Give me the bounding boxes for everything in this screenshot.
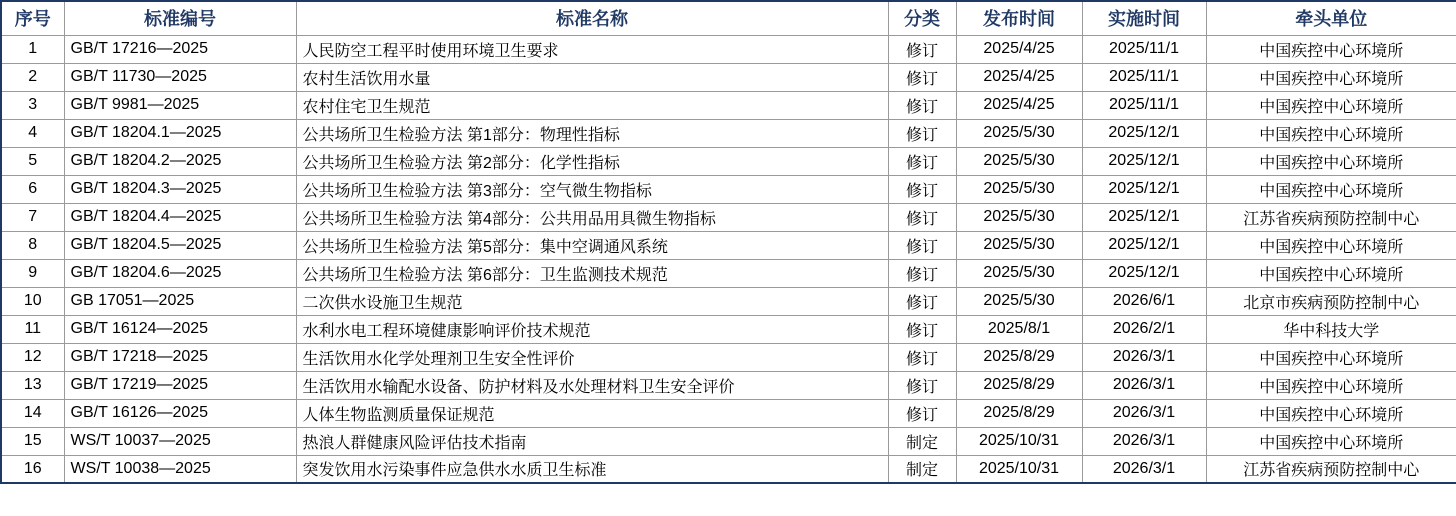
cell-name: 生活饮用水输配水设备、防护材料及水处理材料卫生安全评价 <box>296 371 888 399</box>
cell-effective: 2025/12/1 <box>1082 203 1206 231</box>
cell-name: 人民防空工程平时使用环境卫生要求 <box>296 35 888 63</box>
cell-unit: 中国疾控中心环境所 <box>1206 91 1456 119</box>
table-row <box>1 427 1456 455</box>
cell-effective: 2025/12/1 <box>1082 147 1206 175</box>
cell-published: 2025/5/30 <box>956 175 1082 203</box>
cell-name: 公共场所卫生检验方法 第1部分：物理性指标 <box>296 119 888 147</box>
cell-category: 修订 <box>888 343 956 371</box>
cell-name: 水利水电工程环境健康影响评价技术规范 <box>296 315 888 343</box>
table-row <box>1 203 1456 231</box>
cell-effective: 2026/3/1 <box>1082 371 1206 399</box>
cell-unit: 中国疾控中心环境所 <box>1206 371 1456 399</box>
cell-published: 2025/10/31 <box>956 455 1082 483</box>
cell-name: 农村住宅卫生规范 <box>296 91 888 119</box>
cell-unit: 北京市疾病预防控制中心 <box>1206 287 1456 315</box>
cell-unit: 中国疾控中心环境所 <box>1206 35 1456 63</box>
cell-category: 修订 <box>888 91 956 119</box>
cell-code: GB/T 18204.2—2025 <box>64 147 296 175</box>
table-row <box>1 287 1456 315</box>
cell-effective: 2025/11/1 <box>1082 63 1206 91</box>
cell-seq: 15 <box>1 427 64 455</box>
cell-seq: 16 <box>1 455 64 483</box>
cell-code: GB/T 11730—2025 <box>64 63 296 91</box>
table-row <box>1 119 1456 147</box>
cell-published: 2025/10/31 <box>956 427 1082 455</box>
table-row <box>1 35 1456 63</box>
table-row <box>1 175 1456 203</box>
cell-category: 制定 <box>888 427 956 455</box>
column-header-unit: 牵头单位 <box>1206 1 1456 35</box>
table-row <box>1 91 1456 119</box>
cell-category: 修订 <box>888 399 956 427</box>
cell-seq: 10 <box>1 287 64 315</box>
cell-category: 修订 <box>888 259 956 287</box>
table-row <box>1 343 1456 371</box>
cell-published: 2025/5/30 <box>956 287 1082 315</box>
cell-published: 2025/4/25 <box>956 35 1082 63</box>
cell-name: 生活饮用水化学处理剂卫生安全性评价 <box>296 343 888 371</box>
cell-effective: 2025/12/1 <box>1082 231 1206 259</box>
cell-name: 公共场所卫生检验方法 第6部分：卫生监测技术规范 <box>296 259 888 287</box>
column-header-category: 分类 <box>888 1 956 35</box>
cell-code: GB/T 9981—2025 <box>64 91 296 119</box>
cell-effective: 2025/12/1 <box>1082 119 1206 147</box>
cell-seq: 9 <box>1 259 64 287</box>
cell-category: 修订 <box>888 119 956 147</box>
cell-published: 2025/8/1 <box>956 315 1082 343</box>
cell-code: WS/T 10038—2025 <box>64 455 296 483</box>
table-row <box>1 315 1456 343</box>
cell-effective: 2025/11/1 <box>1082 91 1206 119</box>
cell-category: 修订 <box>888 371 956 399</box>
cell-category: 修订 <box>888 287 956 315</box>
cell-effective: 2026/3/1 <box>1082 427 1206 455</box>
cell-unit: 中国疾控中心环境所 <box>1206 63 1456 91</box>
cell-effective: 2025/12/1 <box>1082 175 1206 203</box>
cell-name: 公共场所卫生检验方法 第4部分：公共用品用具微生物指标 <box>296 203 888 231</box>
column-header-published: 发布时间 <box>956 1 1082 35</box>
cell-effective: 2026/2/1 <box>1082 315 1206 343</box>
table-row <box>1 63 1456 91</box>
cell-code: GB/T 16126—2025 <box>64 399 296 427</box>
cell-name: 公共场所卫生检验方法 第5部分：集中空调通风系统 <box>296 231 888 259</box>
cell-code: GB/T 17219—2025 <box>64 371 296 399</box>
cell-published: 2025/5/30 <box>956 231 1082 259</box>
cell-name: 二次供水设施卫生规范 <box>296 287 888 315</box>
cell-published: 2025/4/25 <box>956 91 1082 119</box>
column-header-seq: 序号 <box>1 1 64 35</box>
cell-code: GB/T 17218—2025 <box>64 343 296 371</box>
cell-unit: 华中科技大学 <box>1206 315 1456 343</box>
table-body <box>1 35 1456 483</box>
cell-effective: 2026/3/1 <box>1082 343 1206 371</box>
cell-effective: 2026/3/1 <box>1082 455 1206 483</box>
cell-code: GB/T 17216—2025 <box>64 35 296 63</box>
cell-seq: 4 <box>1 119 64 147</box>
cell-code: GB/T 18204.5—2025 <box>64 231 296 259</box>
cell-unit: 中国疾控中心环境所 <box>1206 119 1456 147</box>
cell-unit: 中国疾控中心环境所 <box>1206 399 1456 427</box>
cell-effective: 2025/12/1 <box>1082 259 1206 287</box>
cell-name: 农村生活饮用水量 <box>296 63 888 91</box>
cell-unit: 中国疾控中心环境所 <box>1206 175 1456 203</box>
table-row <box>1 231 1456 259</box>
cell-published: 2025/5/30 <box>956 203 1082 231</box>
cell-code: GB/T 18204.4—2025 <box>64 203 296 231</box>
cell-published: 2025/5/30 <box>956 147 1082 175</box>
cell-published: 2025/8/29 <box>956 343 1082 371</box>
column-header-code: 标准编号 <box>64 1 296 35</box>
cell-effective: 2025/11/1 <box>1082 35 1206 63</box>
cell-category: 修订 <box>888 203 956 231</box>
cell-name: 公共场所卫生检验方法 第2部分：化学性指标 <box>296 147 888 175</box>
cell-category: 修订 <box>888 175 956 203</box>
cell-code: GB/T 18204.1—2025 <box>64 119 296 147</box>
table-row <box>1 455 1456 483</box>
cell-code: GB/T 18204.6—2025 <box>64 259 296 287</box>
table-row <box>1 371 1456 399</box>
cell-seq: 8 <box>1 231 64 259</box>
cell-unit: 中国疾控中心环境所 <box>1206 231 1456 259</box>
column-header-effective: 实施时间 <box>1082 1 1206 35</box>
cell-unit: 江苏省疾病预防控制中心 <box>1206 455 1456 483</box>
cell-seq: 3 <box>1 91 64 119</box>
cell-name: 人体生物监测质量保证规范 <box>296 399 888 427</box>
cell-name: 突发饮用水污染事件应急供水水质卫生标准 <box>296 455 888 483</box>
cell-category: 修订 <box>888 63 956 91</box>
table-row <box>1 147 1456 175</box>
cell-published: 2025/5/30 <box>956 259 1082 287</box>
cell-seq: 12 <box>1 343 64 371</box>
cell-code: GB/T 16124—2025 <box>64 315 296 343</box>
cell-code: GB/T 18204.3—2025 <box>64 175 296 203</box>
cell-published: 2025/5/30 <box>956 119 1082 147</box>
cell-unit: 中国疾控中心环境所 <box>1206 259 1456 287</box>
cell-seq: 14 <box>1 399 64 427</box>
cell-published: 2025/4/25 <box>956 63 1082 91</box>
cell-effective: 2026/3/1 <box>1082 399 1206 427</box>
cell-category: 修订 <box>888 231 956 259</box>
cell-seq: 1 <box>1 35 64 63</box>
cell-seq: 5 <box>1 147 64 175</box>
cell-code: WS/T 10037—2025 <box>64 427 296 455</box>
cell-category: 制定 <box>888 455 956 483</box>
cell-seq: 13 <box>1 371 64 399</box>
cell-unit: 中国疾控中心环境所 <box>1206 147 1456 175</box>
cell-seq: 2 <box>1 63 64 91</box>
table-row <box>1 259 1456 287</box>
cell-unit: 江苏省疾病预防控制中心 <box>1206 203 1456 231</box>
table-row <box>1 399 1456 427</box>
cell-published: 2025/8/29 <box>956 371 1082 399</box>
cell-unit: 中国疾控中心环境所 <box>1206 427 1456 455</box>
table-header <box>1 1 1456 35</box>
cell-effective: 2026/6/1 <box>1082 287 1206 315</box>
cell-seq: 11 <box>1 315 64 343</box>
cell-seq: 6 <box>1 175 64 203</box>
cell-category: 修订 <box>888 315 956 343</box>
cell-published: 2025/8/29 <box>956 399 1082 427</box>
column-header-name: 标准名称 <box>296 1 888 35</box>
cell-category: 修订 <box>888 35 956 63</box>
cell-seq: 7 <box>1 203 64 231</box>
cell-name: 热浪人群健康风险评估技术指南 <box>296 427 888 455</box>
cell-code: GB 17051—2025 <box>64 287 296 315</box>
cell-category: 修订 <box>888 147 956 175</box>
cell-unit: 中国疾控中心环境所 <box>1206 343 1456 371</box>
cell-name: 公共场所卫生检验方法 第3部分：空气微生物指标 <box>296 175 888 203</box>
header-row <box>1 1 1456 35</box>
